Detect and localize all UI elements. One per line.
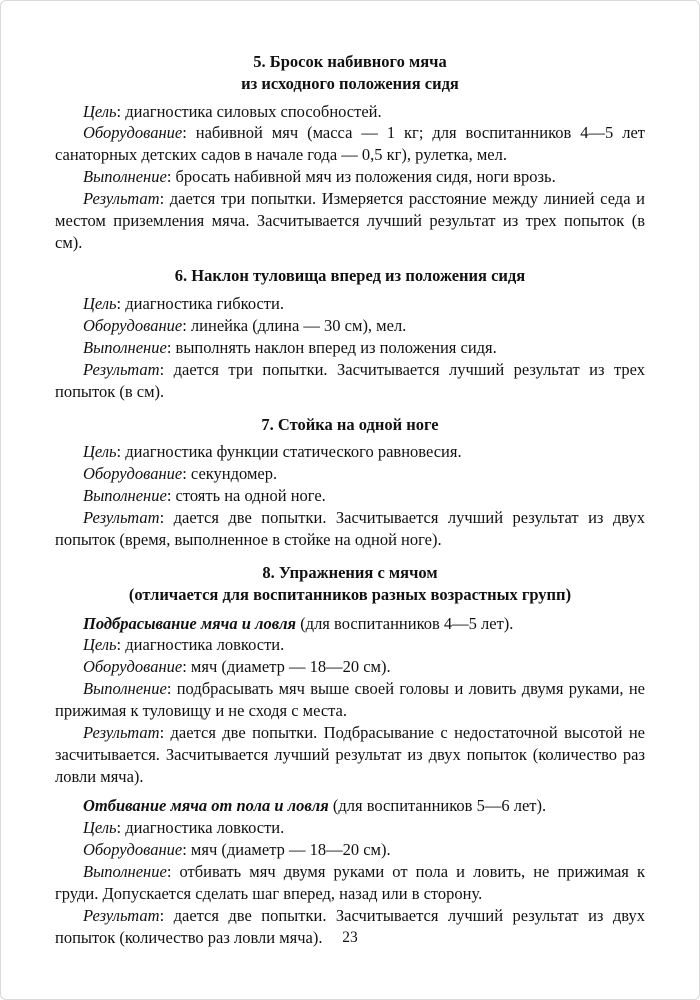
paragraph-text: : набивной мяч (масса — 1 кг; для воспитанников 4—5 лет санаторных детских садов в начале года — 0,5 кг), рулетка, мел. — [55, 123, 645, 165]
section-8-heading — [55, 562, 645, 606]
heading-line: 5. Бросок набивного мяча — [253, 52, 447, 71]
paragraph-text: : стоять на одной ноге. — [166, 486, 326, 506]
paragraph-text: : секундомер. — [182, 464, 278, 484]
paragraph-goal — [55, 634, 645, 656]
term-label: Цель — [83, 635, 117, 655]
paragraph-equipment — [55, 463, 645, 485]
term-label: Оборудование — [83, 464, 183, 484]
term-label: Результат — [83, 905, 160, 925]
paragraph-text: : дается три попытки. Засчитывается лучший результат из трех попыток (в см). — [55, 359, 645, 401]
term-label: Выполнение — [83, 861, 167, 881]
paragraph-text: : дается три попытки. Измеряется расстояние между линией седа и местом приземления мяча. Засчитывается лучший результат из трех попыток (в см). — [55, 189, 645, 253]
paragraph-result — [55, 359, 645, 403]
exercise-title-text: Отбивание мяча от пола и ловля — [83, 796, 329, 816]
term-label: Выполнение — [83, 486, 167, 506]
exercise-title — [55, 795, 645, 817]
paragraph-equipment — [55, 656, 645, 678]
paragraph-text: : отбивать мяч двумя руками от пола и ловить, не прижимая к груди. Допускается сделать шаг вперед, назад или в сторону. — [55, 861, 645, 903]
term-label: Оборудование — [83, 839, 183, 859]
paragraph-text: : диагностика ловкости. — [116, 635, 285, 655]
term-label: Результат — [83, 359, 160, 379]
term-label: Оборудование — [83, 123, 183, 143]
term-label: Оборудование — [83, 657, 183, 677]
term-label: Цель — [83, 442, 117, 462]
paragraph-execution — [55, 337, 645, 359]
heading-line: (отличается для воспитанников разных возрастных групп) — [128, 584, 572, 604]
paragraph-text: : диагностика функции статического равновесия. — [116, 442, 462, 462]
paragraph-text: : дается две попытки. Засчитывается лучший результат из двух попыток (время, выполненное в стойке на одной ноге). — [55, 508, 645, 550]
exercise-title — [55, 613, 645, 635]
paragraph-execution — [55, 678, 645, 722]
term-label: Результат — [83, 723, 160, 743]
heading-line: 7. Стойка на одной ноге — [261, 414, 439, 434]
paragraph-execution — [55, 485, 645, 507]
term-label: Оборудование — [83, 315, 183, 335]
paragraph-equipment — [55, 839, 645, 861]
section-6-heading — [55, 265, 645, 287]
paragraph-text: : диагностика гибкости. — [116, 293, 284, 313]
paragraph-equipment — [55, 315, 645, 337]
exercise-title-rest: (для воспитанников 5—6 лет). — [328, 796, 547, 816]
heading-line: из исходного положения сидя — [241, 73, 459, 93]
paragraph-text: : мяч (диаметр — 18—20 см). — [182, 657, 391, 677]
paragraph-result — [55, 188, 645, 254]
paragraph-text: : бросать набивной мяч из положения сидя, ноги врозь. — [166, 167, 556, 187]
exercise-title-text: Подбрасывание мяча и ловля — [83, 613, 297, 633]
paragraph-equipment — [55, 122, 645, 166]
term-label: Результат — [83, 508, 160, 528]
paragraph-goal — [55, 817, 645, 839]
exercise-title-rest: (для воспитанников 4—5 лет). — [296, 613, 514, 633]
term-label: Выполнение — [83, 167, 167, 187]
page-number: 23 — [342, 929, 358, 946]
term-label: Выполнение — [83, 679, 167, 699]
paragraph-goal — [55, 101, 645, 123]
paragraph-text: : выполнять наклон вперед из положения сидя. — [166, 337, 497, 357]
section-7-heading — [55, 414, 645, 436]
term-label: Цель — [83, 101, 117, 121]
paragraph-text: : диагностика ловкости. — [116, 817, 285, 837]
paragraph-result — [55, 507, 645, 551]
paragraph-goal — [55, 441, 645, 463]
paragraph-text: : линейка (длина — 30 см), мел. — [182, 315, 407, 335]
paragraph-goal — [55, 293, 645, 315]
section-5-heading — [55, 51, 645, 95]
paragraph-text: : подбрасывать мяч выше своей головы и ловить двумя руками, не прижимая к туловищу и не сходя с места. — [55, 679, 645, 721]
term-label: Результат — [83, 189, 160, 209]
paragraph-result — [55, 722, 645, 788]
term-label: Выполнение — [83, 337, 167, 357]
paragraph-execution — [55, 861, 645, 905]
term-label: Цель — [83, 817, 117, 837]
paragraph-text: : мяч (диаметр — 18—20 см). — [182, 839, 391, 859]
paragraph-execution — [55, 166, 645, 188]
term-label: Цель — [83, 293, 117, 313]
heading-line: 8. Упражнения с мячом — [262, 563, 438, 582]
paragraph-text: : диагностика силовых способностей. — [116, 101, 382, 121]
heading-line: 6. Наклон туловища вперед из положения сидя — [174, 266, 526, 286]
paragraph-text: : дается две попытки. Подбрасывание с недостаточной высотой не засчитывается. Засчитывается лучший результат из двух попыток (количество раз ловли мяча). — [55, 723, 645, 787]
paragraph-text: : дается две попытки. Засчитывается лучший результат из двух попыток (количество раз ловли мяча). — [55, 905, 645, 947]
